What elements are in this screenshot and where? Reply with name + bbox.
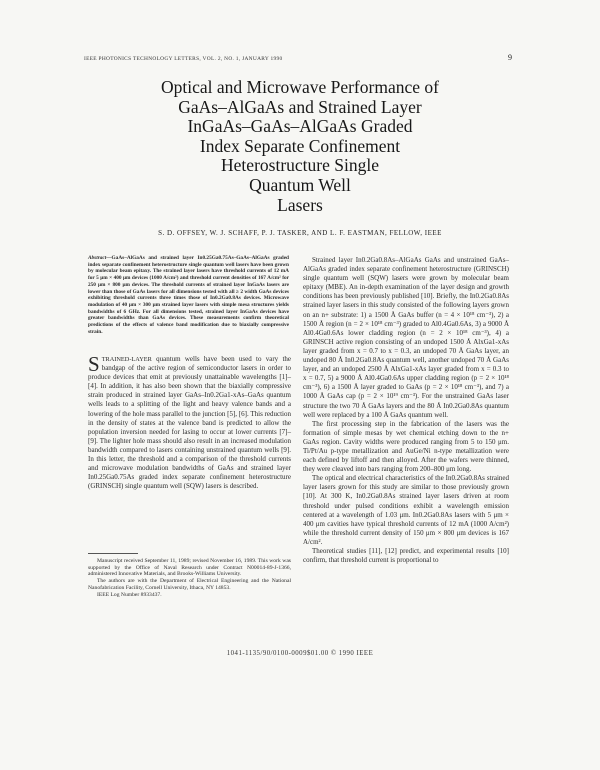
drop-cap: S <box>88 352 100 376</box>
abstract-text: GaAs–AlGaAs and strained layer In0.25Ga0.75As–GaAs–AlGaAs graded index separate confinement heterostructure single quantum well lasers have been grown by molecular beam epitaxy. The strained layer lasers have threshold currents of 12 mA for 5 μm × 400 μm devices (1000 A/cm²) and threshold current densities of 167 A/cm² for 250 μm × 800 μm devices. The threshold currents of strained layer InGaAs lasers are lower than those of GaAs lasers for all dimensions tested with all ≥ 2 width GaAs devices exhibiting threshold currents three times those of In0.2Ga0.8As devices. Microwave modulation of 40 μm × 300 μm strained layer lasers with simple mesa structures yields bandwidths of 6 GHz. For all dimensions tested, strained layer InGaAs devices have greater bandwidths than GaAs devices. These measurements confirm theoretical predictions of the effects of valence band modification due to biaxially compressive strain. <box>88 255 289 335</box>
right-column <box>303 256 509 565</box>
intro-text: quantum wells have been used to vary the bandgap of the active region of semiconductor lasers in order to produce devices that emit at previously unattainable wavelengths [1]–[4]. In addition, it has also been shown that the biaxially compressive strain produced in strained layer GaAs–In0.2Ga1-xAs–GaAs quantum wells leads to a splitting of the light and heavy valence bands and a lowering of the hole mass parallel to the junction [5], [6]. This reduction in the density of states at the valence band is predicted to allow the population inversion needed for lasing to occur at lower currents [7]–[9]. The lighter hole mass should also result in an increased modulation bandwidth compared to lasers containing unstrained quantum wells [9]. In this letter, the threshold and a comparison of the threshold currents and microwave modulation bandwidths of GaAs and strained layer In0.25Ga0.75As graded index separate confinement heterostructure (GRINSCH) single quantum well (SQW) lasers is described. <box>88 355 291 491</box>
title-line: Optical and Microwave Performance of <box>161 77 439 97</box>
page-number: 9 <box>508 53 512 62</box>
abstract <box>88 255 289 335</box>
abstract-lead: Abstract— <box>88 255 112 261</box>
title-line: Quantum Well <box>249 174 351 195</box>
body-paragraph: Strained layer In0.2Ga0.8As–AlGaAs GaAs and unstrained GaAs–AlGaAs graded index separate confinement heterostructure (GRINSCH) single quantum well (SQW) lasers were grown by molecular beam epitaxy (MBE). An in-depth examination of the layer design and growth conditions has been previously published [10]. Briefly, the In0.2Ga0.8As strained layer lasers in this study consisted of the following layers grown on an n+ substrate: 1) a 1500 Å GaAs buffer (n = 4 × 10¹⁸ cm⁻³), 2) a 1500 Å region (n = 2 × 10¹⁸ cm⁻³) graded to Al0.4Ga0.6As, 3) a 9000 Å Al0.4Ga0.6As lower cladding region (n = 2 × 10¹⁸ cm⁻³), 4) a GRINSCH active region consisting of an undoped 1500 Å AlxGa1-xAs layer graded from x = 0.7 to x = 0.3, an undoped 70 Å GaAs layer, an undoped 80 Å In0.2Ga0.8As quantum well, another undoped 70 Å GaAs layer, and an undoped 2500 Å AlxGa1-xAs layer graded from x = 0.3 to x = 0.7, 5) a 9000 Å Al0.4Ga0.6As upper cladding region (p = 2 × 10¹⁸ cm⁻³), 6) a 1500 Å layer graded to GaAs (p = 2 × 10¹⁸ cm⁻³), and 7) a 1000 Å GaAs cap (p = 2 × 10¹⁹ cm⁻³). For the unstrained GaAs laser structure the two 70 Å GaAs layers and the 80 Å In0.2Ga0.8As quantum well were replaced by a 100 Å GaAs quantum well. <box>303 256 509 419</box>
intro-smallcaps: TRAINED-LAYER <box>101 356 152 363</box>
body-paragraph: The optical and electrical characteristics of the In0.2Ga0.8As strained layer lasers grown for this study are similar to those previously grown [10]. At 300 K, In0.2Ga0.8As strained layer lasers driven at room threshold under pulsed conditions exhibit a wavelength emission centered at a wavelength of 1.03 μm. In0.2Ga0.8As lasers with 5 μm × 400 μm cavities have typical threshold currents of 12 mA (1000 A/cm²) while the threshold current density of 150 μm × 800 μm devices is 167 A/cm². <box>303 474 509 546</box>
copyright-line: 1041-1135/90/0100-0009$01.00 © 1990 IEEE <box>226 650 374 657</box>
intro-paragraph <box>88 352 291 491</box>
running-head: IEEE PHOTONICS TECHNOLOGY LETTERS, VOL. 2, NO. 1, JANUARY 1990 <box>84 56 283 62</box>
footnote: Manuscript received September 11, 1989; revised November 16, 1989. This work was supported by the Office of Naval Research under Contract N00014-89-J-1366, administered Innovative Materials, and Brooks-Williams University. <box>88 558 291 578</box>
footnotes <box>88 558 291 599</box>
title-line: InGaAs–GaAs–AlGaAs Graded <box>187 116 413 137</box>
title-line: GaAs–AlGaAs and Strained Layer <box>178 96 422 117</box>
paper-title <box>120 78 480 215</box>
footnote-rule <box>88 553 138 554</box>
author-list: S. D. OFFSEY, W. J. SCHAFF, P. J. TASKER, AND L. F. EASTMAN, FELLOW, IEEE <box>158 229 442 237</box>
footnote: IEEE Log Number 8933437. <box>97 591 162 598</box>
title-line: Heterostructure Single <box>221 155 379 176</box>
body-paragraph: The first processing step in the fabrication of the lasers was the formation of simple mesas by wet chemical etching down to the n+ GaAs region. Cavity widths were produced ranging from 5 to 150 μm. Ti/Pt/Au p-type metallization and AuGe/Ni n-type metallization were each defined by liftoff and then alloyed. After the wafers were thinned, they were cleaved into bars ranging from 200–800 μm long. <box>303 419 509 474</box>
title-line: Index Separate Confinement <box>199 135 401 156</box>
body-paragraph: Theoretical studies [11], [12] predict, and experimental results [10] confirm, that threshold current is proportional to <box>303 547 509 565</box>
title-line: Lasers <box>277 194 323 215</box>
footnote: The authors are with the Department of Electrical Engineering and the National Nanofabrication Facility, Cornell University, Ithaca, NY 14853. <box>88 578 291 591</box>
introduction <box>88 352 291 491</box>
